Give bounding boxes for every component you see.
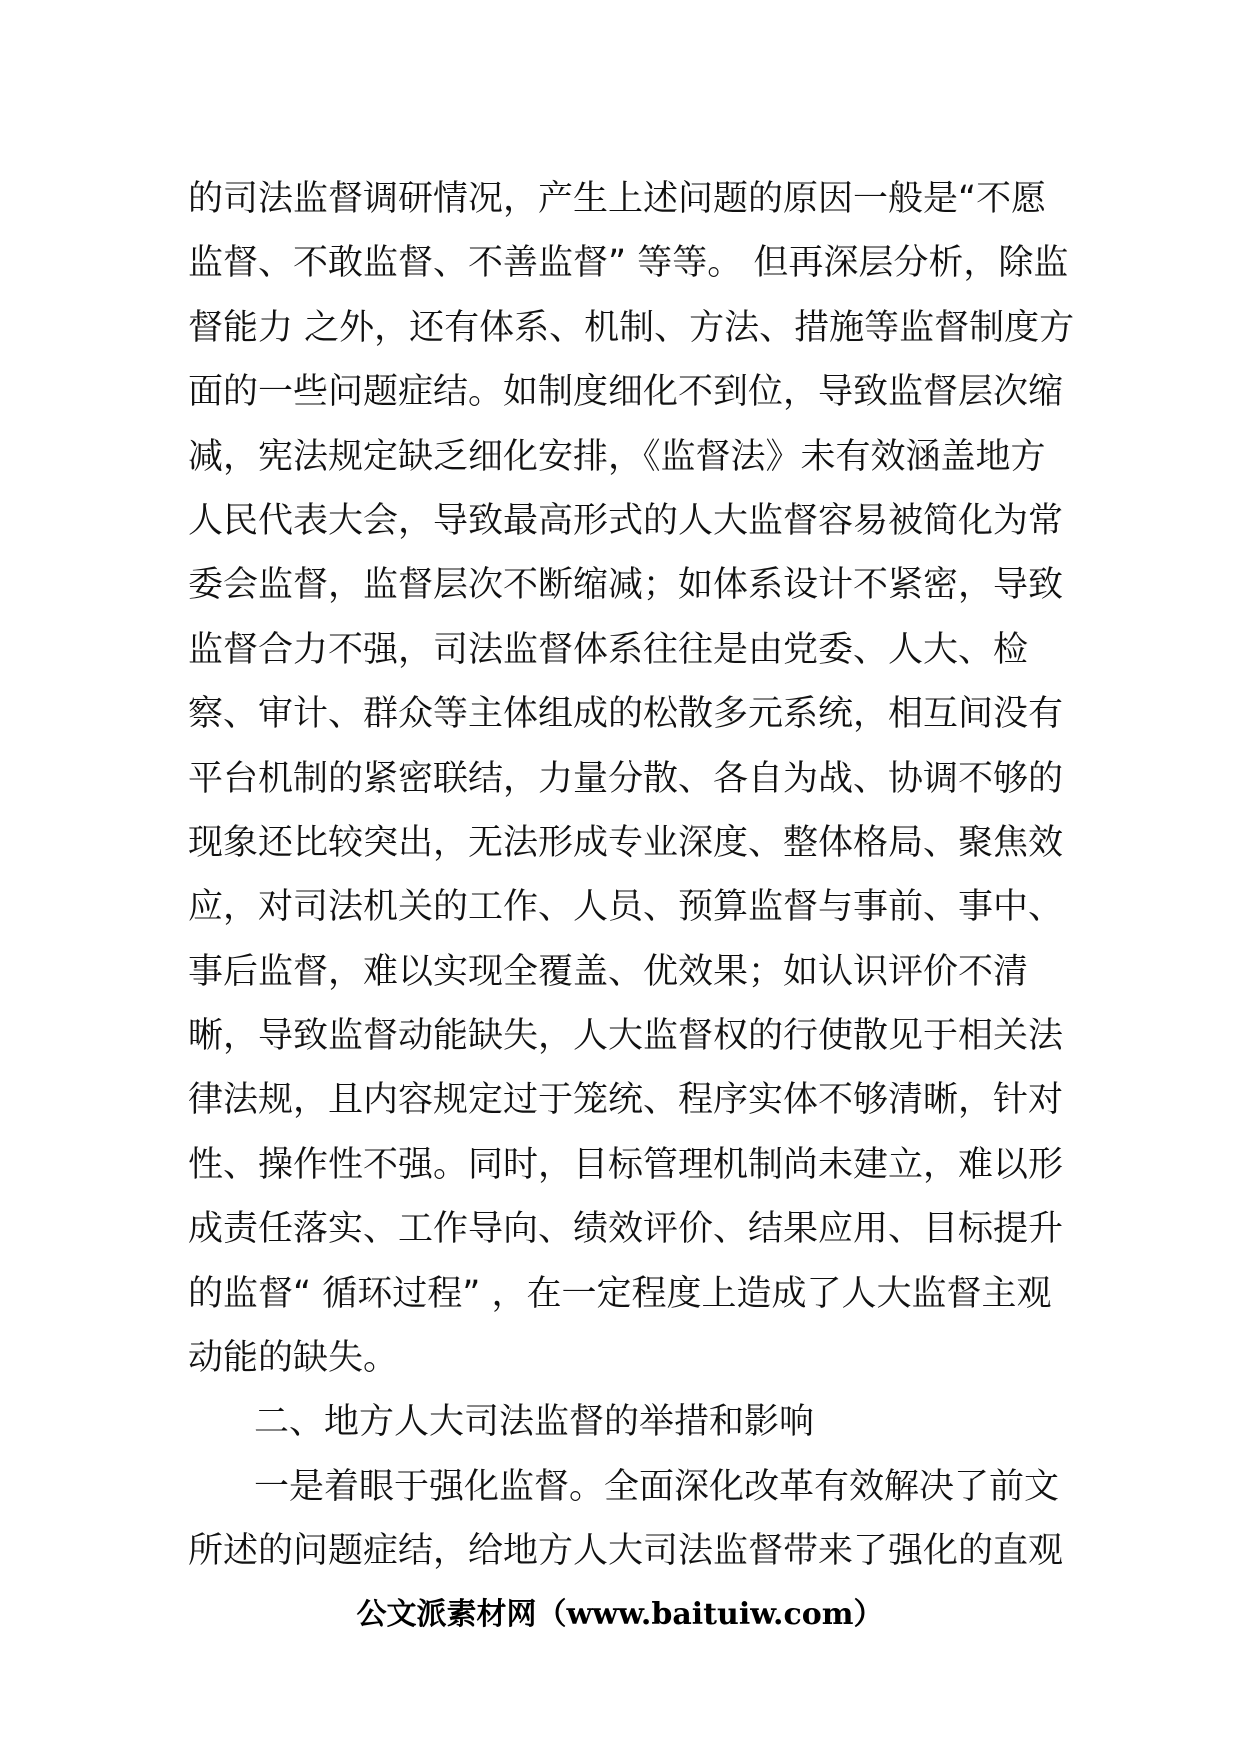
text-line: 性、操作性不强。同时，目标管理机制尚未建立，难以形 — [188, 1144, 1064, 1185]
text-line: 的监督“ 循环过程” ，在一定程度上造成了人大监督主观 — [188, 1273, 1052, 1314]
text-line: 现象还比较突出，无法形成专业深度、整体格局、聚焦效 — [188, 822, 1064, 863]
text-line: 律法规，且内容规定过于笼统、程序实体不够清晰，针对 — [188, 1080, 1064, 1121]
text-line: 督能力 之外，还有体系、机制、方法、措施等监督制度方 — [188, 307, 1075, 348]
text-line: 察、审计、群众等主体组成的松散多元系统，相互间没有 — [188, 694, 1064, 735]
text-line: 动能的缺失。 — [188, 1338, 399, 1379]
text-line: 平台机制的紧密联结，力量分散、各自为战、协调不够的 — [188, 758, 1064, 799]
text-line: 监督、不敢监督、不善监督” 等等。 但再深层分析，除监 — [188, 243, 1069, 284]
text-line: 人民代表大会，导致最高形式的人大监督容易被简化为常 — [188, 500, 1064, 541]
text-line: 一是着眼于强化监督。全面深化改革有效解决了前文 — [254, 1466, 1060, 1507]
text-line: 晰，导致监督动能缺失，人大监督权的行使散见于相关法 — [188, 1016, 1064, 1057]
footer-watermark: 公文派素材网（www.baituiw.com） — [356, 1597, 884, 1632]
text-line: 事后监督，难以实现全覆盖、优效果；如认识评价不清 — [188, 951, 1029, 992]
text-line: 减，宪法规定缺乏细化安排，《监督法》未有效涵盖地方 — [188, 436, 1046, 477]
text-line: 成责任落实、工作导向、绩效评价、结果应用、目标提升 — [188, 1209, 1064, 1250]
text-line: 应，对司法机关的工作、人员、预算监督与事前、事中、 — [188, 887, 1064, 928]
text-line: 所述的问题症结，给地方人大司法监督带来了强化的直观 — [188, 1531, 1064, 1572]
text-line: 委会监督，监督层次不断缩减；如体系设计不紧密，导致 — [188, 565, 1064, 606]
text-line: 的司法监督调研情况，产生上述问题的原因一般是“不愿 — [188, 179, 1047, 219]
section-heading: 二、地方人大司法监督的举措和影响 — [254, 1402, 815, 1443]
text-line: 面的一些问题症结。如制度细化不到位，导致监督层次缩 — [188, 372, 1064, 413]
text-line: 监督合力不强，司法监督体系往往是由党委、人大、检 — [188, 629, 1029, 670]
body-text — [188, 167, 1075, 1584]
